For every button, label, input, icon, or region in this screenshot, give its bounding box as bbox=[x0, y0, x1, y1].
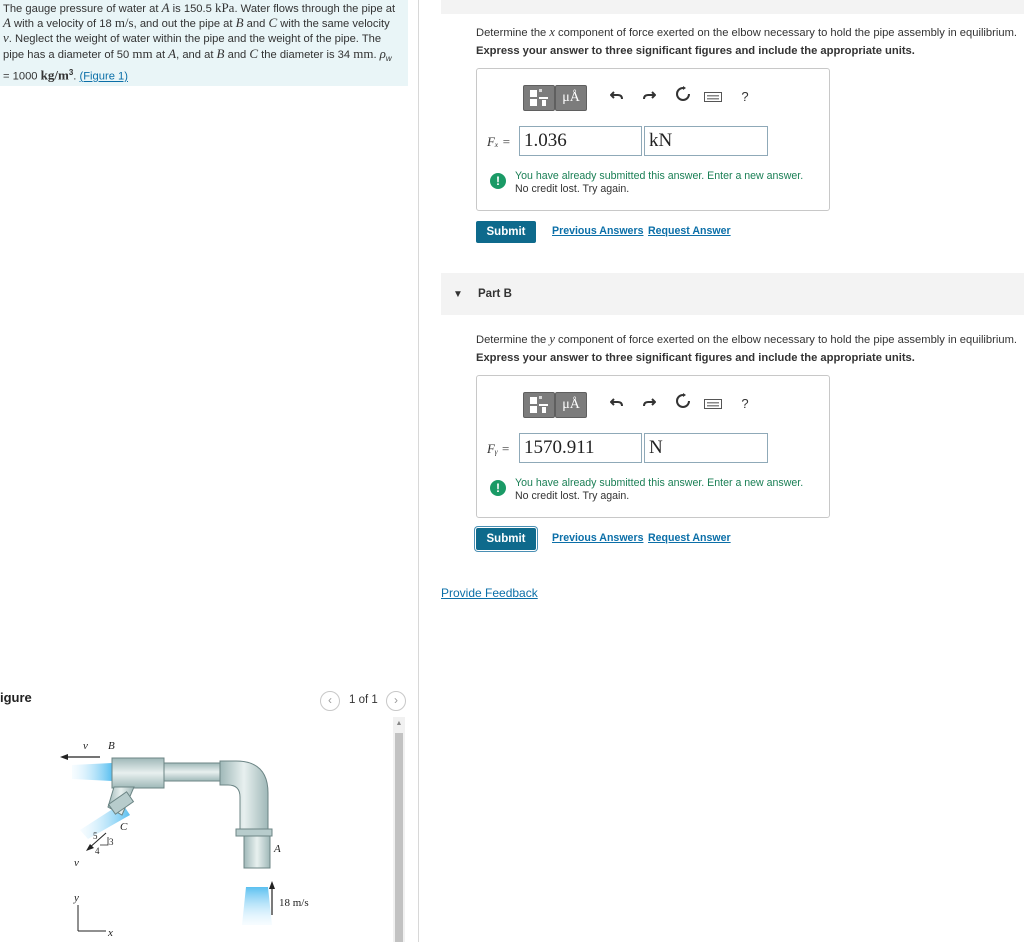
part-a-variable-label: Fₓ = bbox=[487, 134, 511, 149]
collapse-caret-icon[interactable]: ▼ bbox=[453, 289, 463, 300]
part-a-toolbar bbox=[523, 85, 773, 111]
next-figure-button[interactable]: › bbox=[386, 691, 406, 711]
problem-statement bbox=[0, 0, 408, 86]
pipe-diagram bbox=[50, 735, 390, 942]
part-b-variable-label: Fᵧ = bbox=[487, 441, 510, 456]
part-b-answer-box bbox=[476, 375, 830, 518]
part-b-title: Part B bbox=[478, 288, 512, 300]
flange-a bbox=[236, 829, 272, 836]
keyboard-icon[interactable] bbox=[703, 85, 723, 109]
units-button[interactable]: μÅ bbox=[555, 85, 587, 111]
prev-figure-button[interactable]: ‹ bbox=[320, 691, 340, 711]
elbow bbox=[220, 761, 268, 831]
pipe-a bbox=[244, 836, 270, 868]
figure-pager: 1 of 1 bbox=[349, 694, 378, 706]
undo-icon[interactable] bbox=[607, 85, 627, 109]
part-a-header-bar bbox=[441, 0, 1024, 14]
label-b: B bbox=[108, 740, 115, 752]
scroll-up-arrow-icon[interactable]: ▲ bbox=[395, 720, 403, 727]
templates-button[interactable] bbox=[523, 392, 555, 418]
reset-icon[interactable] bbox=[673, 392, 693, 416]
label-v-bottom: v bbox=[74, 857, 79, 869]
part-a-instruction: Express your answer to three significant figures and include the appropriate units. bbox=[476, 45, 915, 57]
templates-icon bbox=[524, 86, 554, 110]
reset-icon[interactable] bbox=[673, 85, 693, 109]
part-b-value-input[interactable]: 1570.911 bbox=[519, 433, 642, 463]
templates-icon bbox=[524, 393, 554, 417]
warning-icon: ! bbox=[490, 480, 506, 496]
label-x: x bbox=[108, 927, 113, 939]
part-b-request-answer-link[interactable]: Request Answer bbox=[648, 532, 731, 544]
slope-4: 4 bbox=[95, 846, 100, 856]
part-a-question: Determine the x component of force exerted on the elbow necessary to hold the pipe assembly in equilibrium. bbox=[476, 25, 1017, 39]
part-a-request-answer-link[interactable]: Request Answer bbox=[648, 225, 731, 237]
figure-title: igure bbox=[0, 690, 32, 705]
help-icon[interactable]: ? bbox=[741, 396, 749, 411]
part-a-answer-box bbox=[476, 68, 830, 211]
part-a-warning-message: You have already submitted this answer. Enter a new answer. No credit lost. Try again. bbox=[515, 170, 804, 195]
label-v-top: v bbox=[83, 740, 88, 752]
templates-button[interactable] bbox=[523, 85, 555, 111]
redo-icon[interactable] bbox=[639, 392, 659, 416]
part-a-previous-answers-link[interactable]: Previous Answers bbox=[552, 225, 644, 237]
pipe-figure bbox=[50, 735, 390, 942]
part-b-header[interactable] bbox=[441, 273, 1024, 315]
undo-icon[interactable] bbox=[607, 392, 627, 416]
units-button[interactable]: μÅ bbox=[555, 392, 587, 418]
problem-text: The gauge pressure of water at A is 150.5 kPa. Water flows through the pipe at A with a velocity of 18 m/s, and out the pipe at B and C with the same velocity v. Neglect the weight of water within the pipe and the weight of the pipe. The pipe has a diameter of 50 mm at A, and at B and C the diameter is 34 mm. $\rho_w = 1000$ $kg/m^3$. (Figure 1) bbox=[3, 0, 396, 83]
part-b-unit-input[interactable]: N bbox=[644, 433, 768, 463]
part-b-warning-message: You have already submitted this answer. Enter a new answer. No credit lost. Try again. bbox=[515, 477, 804, 502]
slope-5: 5 bbox=[93, 831, 98, 841]
scrollbar-thumb[interactable] bbox=[395, 733, 403, 942]
provide-feedback-link[interactable]: Provide Feedback bbox=[441, 586, 538, 600]
label-a: A bbox=[274, 843, 281, 855]
part-a-submit-button[interactable]: Submit bbox=[476, 221, 536, 243]
tee-b bbox=[112, 758, 164, 788]
water-inlet-a bbox=[242, 887, 272, 925]
label-c: C bbox=[120, 821, 128, 833]
part-b-submit-button[interactable]: Submit bbox=[476, 528, 536, 550]
part-a-value-input[interactable]: 1.036 bbox=[519, 126, 642, 156]
part-a-unit-input[interactable]: kN bbox=[644, 126, 768, 156]
part-b-instruction: Express your answer to three significant figures and include the appropriate units. bbox=[476, 352, 915, 364]
slope-3: 3 bbox=[109, 837, 114, 847]
part-b-previous-answers-link[interactable]: Previous Answers bbox=[552, 532, 644, 544]
column-divider bbox=[418, 0, 419, 942]
label-y: y bbox=[74, 892, 79, 904]
part-b-question: Determine the y component of force exerted on the elbow necessary to hold the pipe assembly in equilibrium. bbox=[476, 332, 1017, 346]
part-b-toolbar bbox=[523, 392, 773, 418]
help-icon[interactable]: ? bbox=[741, 89, 749, 104]
label-speed: 18 m/s bbox=[279, 897, 309, 909]
warning-icon: ! bbox=[490, 173, 506, 189]
keyboard-icon[interactable] bbox=[703, 392, 723, 416]
figure-link[interactable]: (Figure 1) bbox=[79, 70, 128, 83]
redo-icon[interactable] bbox=[639, 85, 659, 109]
water-jet-b bbox=[72, 763, 112, 781]
horizontal-pipe bbox=[162, 763, 224, 781]
